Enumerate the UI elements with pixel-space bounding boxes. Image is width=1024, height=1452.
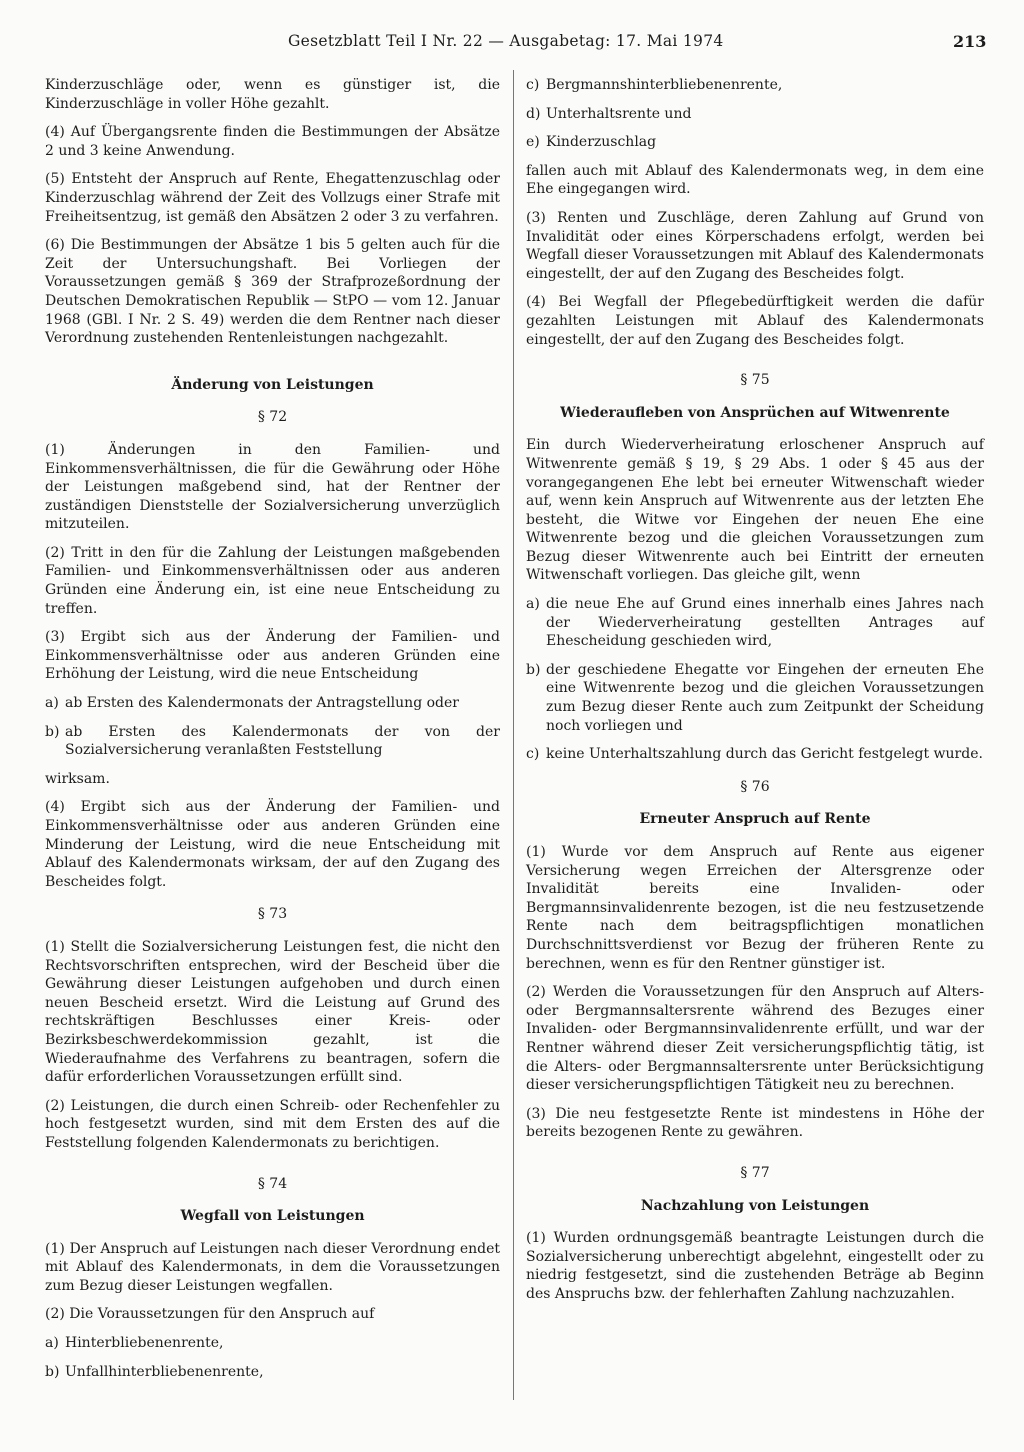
list-text: Unterhaltsrente und <box>546 105 692 122</box>
paragraph: (1) Der Anspruch auf Leistungen nach dieser Verordnung endet mit Ablauf des Kalendermonats, in dem die Voraussetzungen zum Bezug dieser Leistungen wegfallen. <box>45 1240 500 1294</box>
list-item <box>45 723 500 760</box>
list-item <box>45 1363 500 1382</box>
paragraph: (1) Wurden ordnungsgemäß beantragte Leistungen durch die Sozialversicherung unberechtigt abgelehnt, eingestellt oder zu niedrig festgesetzt, sind die zustehenden Beträge ab Beginn des Anspruchs bzw. der fehlerhaften Zahlung nachzuzahlen. <box>526 1230 984 1302</box>
paragraph: Kinderzuschläge oder, wenn es günstiger ist, die Kinderzuschläge in voller Höhe gezahlt. <box>45 77 500 112</box>
section-number: § 75 <box>740 372 770 389</box>
section-number: § 73 <box>257 906 288 923</box>
list-item <box>45 694 500 713</box>
paragraph: (3) Die neu festgesetzte Rente ist mindestens in Höhe der bereits bezogenen Rente zu gewähren. <box>526 1105 984 1141</box>
list-label: c) <box>526 746 540 763</box>
page-number: 213 <box>953 32 987 51</box>
paragraph: (2) Die Voraussetzungen für den Anspruch auf <box>45 1306 375 1323</box>
paragraph: (3) Renten und Zuschläge, deren Zahlung auf Grund von Invalidität oder eines Körperschadens erfolgt, werden bei Wegfall dieser Voraussetzungen mit Ablauf des Kalendermonats eingestellt, der auf den Zugang des Bescheides folgt. <box>526 209 984 282</box>
paragraph: (2) Tritt in den für die Zahlung der Leistungen maßgebenden Familien- und Einkommensverhältnissen oder aus anderen Gründen eine Änderung ein, ist eine neue Entscheidung zu treffen. <box>45 544 500 617</box>
header-title: Gesetzblatt Teil I Nr. 22 — Ausgabetag: 17. Mai 1974 <box>288 32 724 50</box>
list-label: e) <box>526 134 540 151</box>
section-heading: Erneuter Anspruch auf Rente <box>639 811 871 828</box>
section-heading: Änderung von Leistungen <box>171 376 374 393</box>
right-column <box>526 76 984 1400</box>
section-heading: Nachzahlung von Leistungen <box>640 1197 870 1214</box>
paragraph: (1) Wurde vor dem Anspruch auf Rente aus eigener Versicherung wegen Erreichen der Altersgrenze oder Invalidität bereits eine Invaliden- oder Bergmannsinvalidenrente bezogen, ist die neu festzusetzende Rente nach dem beitragspflichtigen monatlichen Durchschnittsverdienst vor Bezug der früheren Rente zu berechnen, wenn es für den Rentner günstiger ist. <box>526 844 984 972</box>
list-label: a) <box>526 596 540 613</box>
list-label: b) <box>45 1363 60 1380</box>
paragraph: (5) Entsteht der Anspruch auf Rente, Ehegattenzuschlag oder Kinderzuschlag während der Zeit des Vollzugs einer Strafe mit Freiheitsentzug, ist gemäß den Absätzen 2 oder 3 zu verfahren. <box>45 171 500 225</box>
list-item <box>526 133 984 152</box>
list-label: b) <box>45 723 60 740</box>
list-text: der geschiedene Ehegatte vor Eingehen der erneuten Ehe eine Witwenrente bezog und die gleichen Voraussetzungen zum Bezug dieser Rente auch zum Zeitpunkt der Scheidung noch vorliegen und <box>546 661 984 734</box>
paragraph: (4) Bei Wegfall der Pflegebedürftigkeit werden die dafür gezahlten Leistungen mit Ablauf des Kalendermonats eingestellt, der auf den Zugang des Bescheides folgt. <box>526 294 984 348</box>
list-item <box>526 595 984 651</box>
paragraph: (6) Die Bestimmungen der Absätze 1 bis 5 gelten auch für die Zeit der Untersuchungshaft. Bei Vorliegen der Voraussetzungen gemäß § 369 der Strafprozeßordnung der Deutschen Demokratischen Republik — StPO — vom 12. Januar 1968 (GBl. I Nr. 2 S. 49) werden die dem Rentner nach dieser Verordnung zustehenden Rentenleistungen nachgezahlt. <box>45 237 500 347</box>
section-heading: Wegfall von Leistungen <box>180 1208 365 1225</box>
column-divider <box>513 70 514 1400</box>
paragraph: (2) Leistungen, die durch einen Schreib- oder Rechenfehler zu hoch festgesetzt wurden, sind mit dem Ersten des auf die Feststellung folgenden Kalendermonats zu berichtigen. <box>45 1097 500 1151</box>
list-text: Hinterbliebenenrente, <box>65 1335 224 1352</box>
list-text: ab Ersten des Kalendermonats der Antragstellung oder <box>65 695 459 712</box>
section-heading: Wiederaufleben von Ansprüchen auf Witwenrente <box>560 404 950 421</box>
list-label: d) <box>526 105 541 122</box>
list-text: Kinderzuschlag <box>546 134 657 151</box>
paragraph: (4) Ergibt sich aus der Änderung der Familien- und Einkommensverhältnisse oder aus anderen Gründen eine Minderung der Leistung, wird die neue Entscheidung mit Ablauf des Kalendermonats wirksam, der auf den Zugang des Bescheides folgt. <box>45 799 500 890</box>
section-number: § 72 <box>257 409 288 426</box>
paragraph: (2) Werden die Voraussetzungen für den Anspruch auf Alters- oder Bergmannsaltersrente während des Bezuges einer Invaliden- oder Bergmannsinvalidenrente erfüllt, und war der Rentner während dieser Zeit versicherungspflichtig tätig, ist die Alters- oder Bergmannsaltersrente unter Berücksichtigung dieser versicherungspflichtigen Tätigkeit neu zu berechnen. <box>526 984 984 1094</box>
paragraph: wirksam. <box>45 770 110 787</box>
list-item <box>526 745 984 764</box>
paragraph: (4) Auf Übergangsrente finden die Bestimmungen der Absätze 2 und 3 keine Anwendung. <box>45 124 500 159</box>
paragraph: (3) Ergibt sich aus der Änderung der Familien- und Einkommensverhältnisse oder aus anderen Gründen eine Erhöhung der Leistung, wird die neue Entscheidung <box>45 629 500 683</box>
list-label: c) <box>526 77 540 93</box>
section-number: § 76 <box>740 778 770 795</box>
paragraph: (1) Stellt die Sozialversicherung Leistungen fest, die nicht den Rechtsvorschriften entsprechen, wird der Bescheid über die Gewährung dieser Leistungen aufgehoben und durch einen neuen Bescheid ersetzt. Wird die Leistung auf Grund des rechtskräftigen Beschlusses einer Kreis- oder Bezirksbeschwerdekommission gezahlt, ist die Wiederaufnahme des Verfahrens zu beantragen, sofern die dafür erforderlichen Voraussetzungen erfüllt sind. <box>45 938 500 1086</box>
section-number: § 77 <box>740 1164 770 1181</box>
paragraph: Ein durch Wiederverheiratung erloschener Anspruch auf Witwenrente gemäß § 19, § 29 Abs. 1 oder § 45 aus der vorangegangenen Ehe lebt bei erneuter Witwenschaft wieder auf, wenn kein Anspruch auf Witwenrente aus der letzten Ehe besteht, die Witwe vor Eingehen der neuen Ehe eine Witwenrente bezog und die gleichen Voraussetzungen zum Bezug dieser Witwenrente auch bei Eintritt der erneuten Witwenschaft vorliegen. Das gleiche gilt, wenn <box>526 437 984 584</box>
list-label: a) <box>45 695 59 712</box>
list-item <box>526 76 984 95</box>
list-text: keine Unterhaltszahlung durch das Gericht festgelegt wurde. <box>546 746 983 763</box>
list-item <box>526 105 984 124</box>
list-text: Unfallhinterbliebenenrente, <box>65 1363 264 1380</box>
paragraph: (1) Änderungen in den Familien- und Einkommensverhältnissen, die für die Gewährung oder Höhe der Leistungen maßgebend sind, hat der Rentner der zuständigen Dienststelle der Sozialversicherung unverzüglich mitzuteilen. <box>45 441 500 533</box>
left-column <box>45 76 500 1400</box>
list-label: a) <box>45 1335 59 1352</box>
section-number: § 74 <box>257 1175 288 1192</box>
list-text: ab Ersten des Kalendermonats der von der Sozialversicherung veranlaßten Feststellung <box>65 723 500 759</box>
list-item <box>45 1334 500 1353</box>
list-text: Bergmannshinterbliebenenrente, <box>546 77 783 93</box>
list-label: b) <box>526 661 541 678</box>
list-item <box>526 661 984 735</box>
paragraph: fallen auch mit Ablauf des Kalendermonats weg, in dem eine Ehe eingegangen wird. <box>526 162 984 198</box>
list-text: die neue Ehe auf Grund eines innerhalb eines Jahres nach der Wiederverheiratung gestellten Antrages auf Ehescheidung geschieden wird, <box>546 596 984 650</box>
page-header <box>0 32 1024 56</box>
